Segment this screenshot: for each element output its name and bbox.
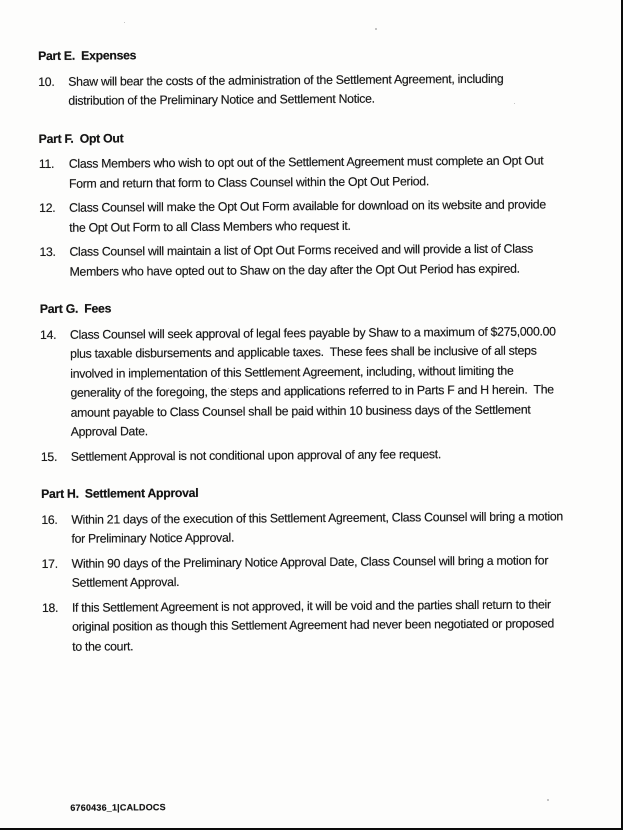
list-item [39, 195, 563, 238]
section-heading: Part G. Fees [39, 301, 112, 316]
section-expenses [38, 43, 562, 111]
scan-speck [124, 22, 125, 23]
item-number: 15. [40, 449, 58, 464]
scan-speck [375, 28, 377, 30]
scan-speck [228, 388, 229, 389]
footer-doc-id: 6760436_1|CALDOCS [70, 802, 166, 813]
item-text: If this Settlement Agreement is not approved, it will be void and the parties shall return to their original position as though this Settlement Agreement had never been negotiated or proposed to the court. [71, 596, 558, 654]
item-number: 10. [38, 74, 55, 89]
scan-speck [283, 97, 285, 99]
section-opt-out [39, 126, 564, 282]
list-item [41, 444, 565, 467]
item-number: 13. [39, 244, 56, 259]
list-item [42, 551, 566, 594]
item-text: Within 21 days of the execution of this Settlement Agreement, Class Counsel will bring a motion for Preliminary Notice Approval. [71, 508, 567, 546]
item-number: 14. [39, 327, 57, 342]
item-text: Class Members who wish to opt out of the Settlement Agreement must complete an Opt Out Form and return that form to Class Counsel within the Opt Out Period. [68, 153, 547, 191]
item-text: Class Counsel will maintain a list of Opt Out Forms received and will provide a list of Class Members who have opted out to Shaw on the day after the Opt Out Period has expired. [69, 241, 537, 279]
section-settlement-approval [41, 481, 566, 657]
section-heading: Part F. Opt Out [38, 130, 124, 146]
item-text: Shaw will bear the costs of the administration of the Settlement Agreement, including distribution of the Preliminary Notice and Settlement Notice. [68, 71, 507, 108]
list-item [38, 69, 562, 112]
item-text: Class Counsel will make the Opt Out Form available for download on its website and provide the Opt Out Form to all Class Members who request it. [69, 197, 550, 235]
item-number: 18. [41, 600, 59, 615]
list-item [41, 507, 565, 550]
list-item [42, 595, 566, 657]
list-item [39, 239, 563, 282]
section-fees [40, 296, 565, 467]
list-item [40, 322, 565, 443]
scan-speck [547, 799, 549, 801]
item-text: Settlement Approval is not conditional upon approval of any fee request. [70, 446, 442, 464]
scan-speck [514, 103, 515, 104]
document-content [38, 43, 567, 813]
section-heading: Part E. Expenses [38, 48, 137, 63]
item-number: 11. [38, 156, 55, 171]
item-number: 16. [41, 512, 58, 527]
list-item [39, 151, 563, 194]
item-text: Within 90 days of the Preliminary Notice Approval Date, Class Counsel will bring a motion for Settlement Approval. [71, 552, 552, 590]
item-text: Class Counsel will seek approval of legal fees payable by Shaw to a maximum of $275,000.00 plus taxable disbursements and applicable taxes. These fees shall be inclusive of all steps involved in implementation of this Settlement Agreement, including, without limiting the generality of the foregoing, the steps and applications referred to in Parts F and H herein. The amount payable to Class Counsel shall be paid within 10 business days of the Settlement Approval Date. [69, 323, 559, 439]
item-number: 12. [39, 200, 56, 215]
section-heading: Part H. Settlement Approval [41, 485, 199, 501]
item-number: 17. [41, 556, 58, 571]
